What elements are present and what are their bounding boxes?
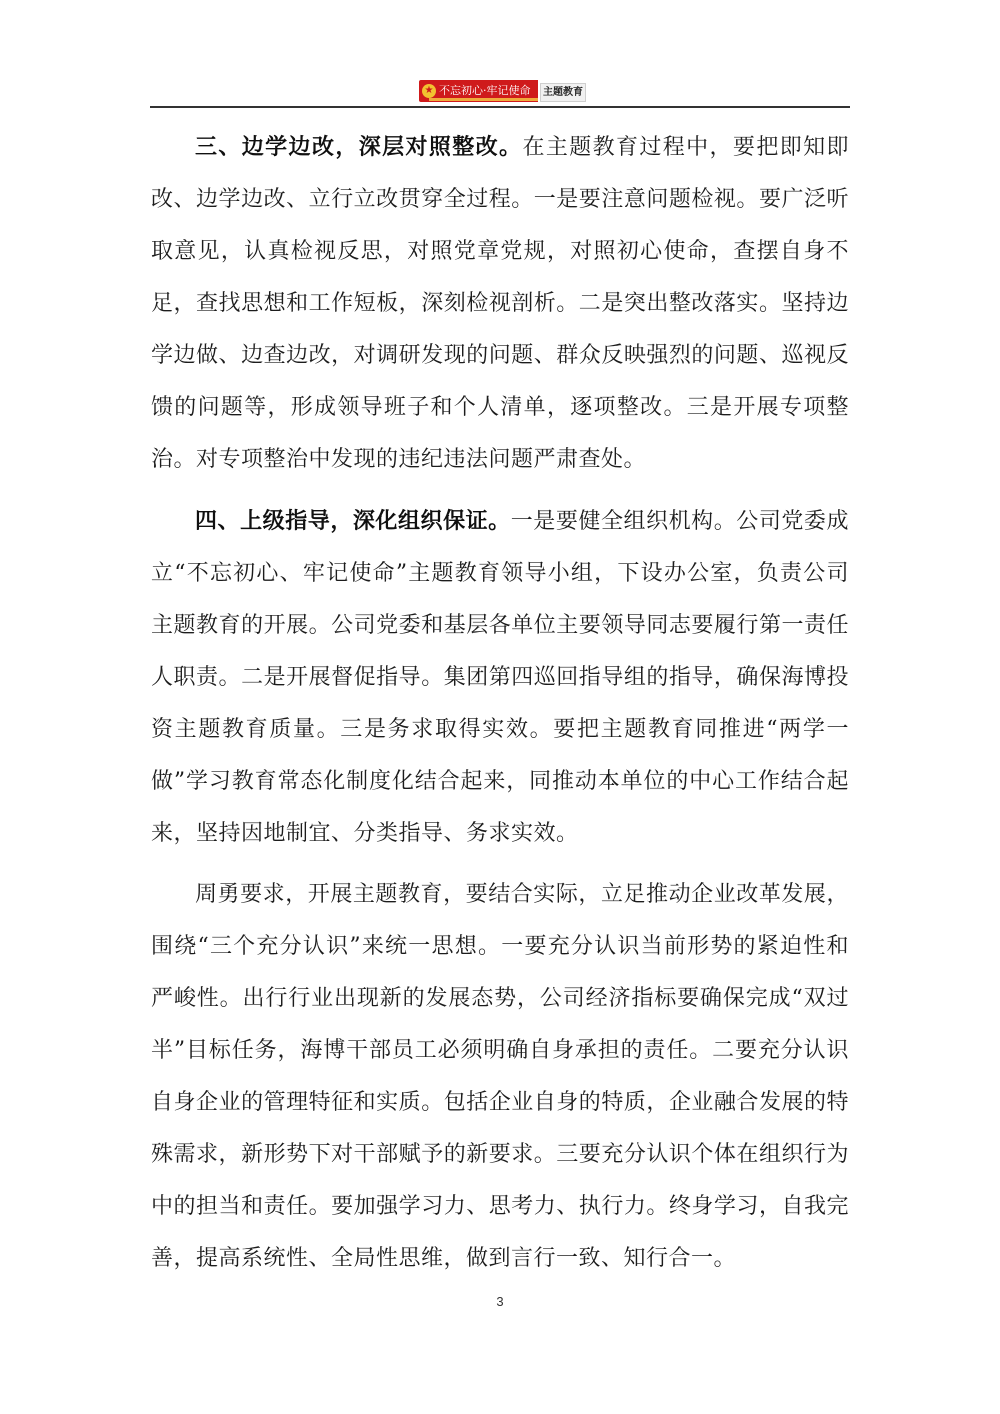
paragraph-3 <box>151 869 849 1285</box>
paragraph-1-text: 在主题教育过程中，要把即知即改、边学边改、立行立改贯穿全过程。一是要注意问题检视。要广泛听取意见，认真检视反思，对照党章党规，对照初心使命，查摆自身不足，查找思想和工作短板，深刻检视剖析。二是突出整改落实。坚持边学边做、边查边改，对调研发现的问题、群众反映强烈的问题、巡视反馈的问题等，形成领导班子和个人清单，逐项整改。三是开展专项整治。对专项整治中发现的违纪违法问题严肃查处。 <box>151 135 849 472</box>
body-text <box>151 121 849 1294</box>
page-number: 3 <box>496 1294 504 1309</box>
banner-wave-decoration <box>429 98 538 101</box>
paragraph-1 <box>151 121 849 486</box>
paragraph-2-text: 一是要健全组织机构。公司党委成立“不忘初心、牢记使命”主题教育领导小组，下设办公室，负责公司主题教育的开展。公司党委和基层各单位主要领导同志要履行第一责任人职责。二是开展督促指导。集团第四巡回指导组的指导，确保海博投资主题教育质量。三是务求取得实效。要把主题教育同推进“两学一做”学习教育常态化制度化结合起来，同推动本单位的中心工作结合起来，坚持因地制宜、分类指导、务求实效。 <box>151 509 849 846</box>
paragraph-1-heading: 三、边学边改，深层对照整改。 <box>195 134 523 160</box>
party-emblem-icon: ★ <box>422 84 436 98</box>
header-banner <box>419 80 584 102</box>
banner-slogan: 不忘初心·牢记使命 <box>439 84 531 97</box>
banner-slogan-strip <box>419 80 538 102</box>
paragraph-2-heading: 四、上级指导，深化组织保证。 <box>195 508 511 534</box>
banner-tag: 主题教育 <box>540 83 586 102</box>
paragraph-3-text: 周勇要求，开展主题教育，要结合实际，立足推动企业改革发展，围绕“三个充分认识”来统一思想。一要充分认识当前形势的紧迫性和严峻性。出行行业出现新的发展态势，公司经济指标要确保完成“双过半”目标任务，海博干部员工必须明确自身承担的责任。二要充分认识自身企业的管理特征和实质。包括企业自身的特质，企业融合发展的特殊需求，新形势下对干部赋予的新要求。三要充分认识个体在组织行为中的担当和责任。要加强学习力、思考力、执行力。终身学习，自我完善，提高系统性、全局性思维，做到言行一致、知行合一。 <box>151 882 849 1271</box>
header-divider <box>150 106 850 108</box>
paragraph-2 <box>151 495 849 860</box>
